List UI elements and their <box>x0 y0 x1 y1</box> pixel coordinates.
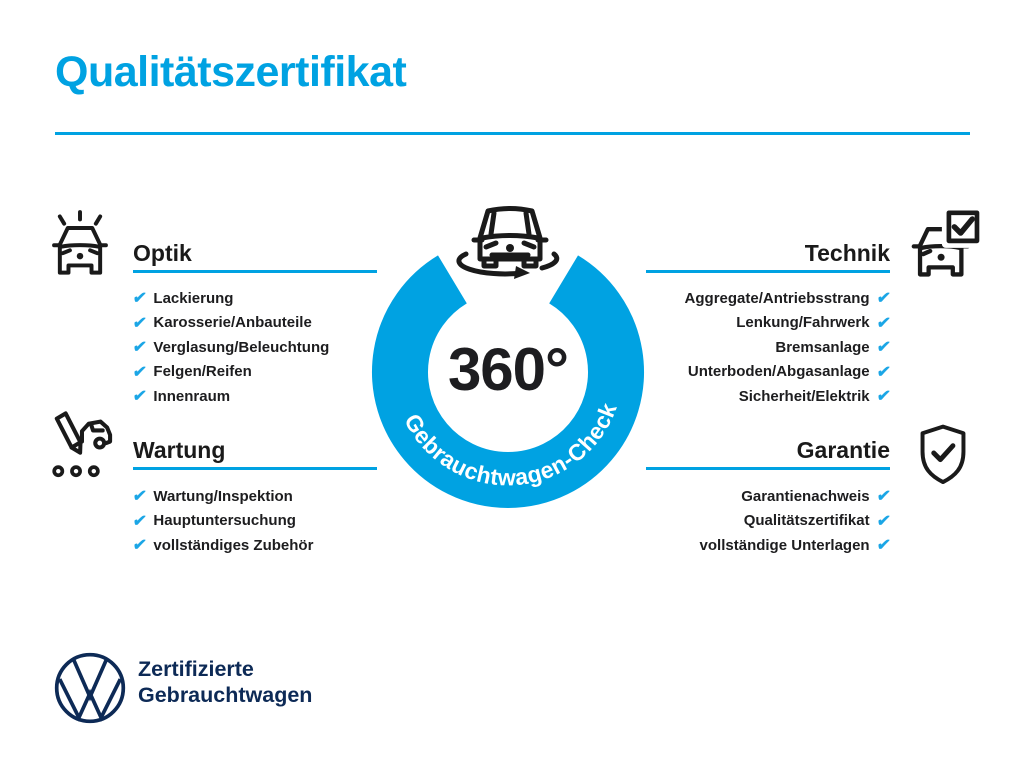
checklist-item <box>133 533 377 558</box>
section-optik <box>133 240 377 273</box>
vw-logo <box>53 651 127 725</box>
checklist-item <box>133 509 377 534</box>
section-technik <box>646 240 890 273</box>
section-technik-heading: Technik <box>804 240 890 266</box>
checklist-item-label: Innenraum <box>153 387 231 405</box>
checklist-item <box>133 311 377 336</box>
check-icon: ✔ <box>131 388 148 406</box>
section-optik-underline <box>133 270 377 273</box>
check-icon: ✔ <box>131 314 148 332</box>
check-icon: ✔ <box>875 537 892 555</box>
check-icon: ✔ <box>131 363 148 381</box>
checklist-item-label: vollständige Unterlagen <box>699 536 870 554</box>
checklist-item <box>133 286 377 311</box>
brand-line-2: Gebrauchtwagen <box>138 682 313 707</box>
checklist-item <box>133 384 377 409</box>
check-icon: ✔ <box>131 339 148 357</box>
checklist-item-label: vollständiges Zubehör <box>153 536 314 554</box>
checklist-item-label: Aggregate/Antriebsstrang <box>684 289 870 307</box>
car-rotate-icon <box>450 196 572 300</box>
checklist-item-label: Lackierung <box>153 289 234 307</box>
section-garantie-heading: Garantie <box>796 437 890 463</box>
check-icon: ✔ <box>131 290 148 308</box>
section-technik-list <box>646 286 890 409</box>
page-title: Qualitätszertifikat <box>55 48 407 96</box>
checklist-item-label: Garantienachweis <box>741 487 870 505</box>
checklist-item <box>646 360 890 385</box>
check-icon: ✔ <box>131 512 148 530</box>
check-icon: ✔ <box>875 363 892 381</box>
ring-curved-text: Gebrauchtwagen-Check <box>399 398 622 491</box>
check-icon: ✔ <box>875 290 892 308</box>
section-technik-underline <box>646 270 890 273</box>
check-icon: ✔ <box>875 314 892 332</box>
check-icon: ✔ <box>875 388 892 406</box>
section-garantie <box>646 437 890 470</box>
checklist-item-label: Verglasung/Beleuchtung <box>153 338 330 356</box>
checklist-item-label: Hauptuntersuchung <box>153 512 296 530</box>
section-garantie-underline <box>646 467 890 470</box>
section-wartung-list <box>133 484 377 558</box>
section-optik-heading: Optik <box>133 240 192 266</box>
checklist-item-label: Felgen/Reifen <box>153 363 252 381</box>
checklist-item <box>646 335 890 360</box>
degree-360-label: 360° <box>447 336 569 403</box>
car-checkbox-icon <box>906 204 984 284</box>
checklist-item <box>646 384 890 409</box>
header-divider <box>55 132 970 135</box>
brand-text <box>138 657 312 708</box>
service-checklist-icon <box>42 407 116 485</box>
checklist-item <box>646 311 890 336</box>
checklist-item-label: Unterboden/Abgasanlage <box>687 363 870 381</box>
checklist-item <box>646 286 890 311</box>
check-icon: ✔ <box>875 488 892 506</box>
section-optik-list <box>133 286 377 409</box>
checklist-item <box>133 484 377 509</box>
checklist-item <box>646 533 890 558</box>
shield-check-icon <box>910 415 976 495</box>
section-wartung-underline <box>133 467 377 470</box>
checklist-item-label: Lenkung/Fahrwerk <box>736 314 870 332</box>
checklist-item <box>646 484 890 509</box>
checklist-item <box>646 509 890 534</box>
check-icon: ✔ <box>875 339 892 357</box>
brand-line-1: Zertifizierte <box>138 657 254 681</box>
check-icon: ✔ <box>875 512 892 530</box>
checklist-item <box>133 335 377 360</box>
section-wartung-heading: Wartung <box>133 437 226 463</box>
checklist-item-label: Bremsanlage <box>775 338 870 356</box>
checklist-item-label: Wartung/Inspektion <box>153 487 293 505</box>
checklist-item <box>133 360 377 385</box>
check-icon: ✔ <box>131 488 148 506</box>
checklist-item-label: Karosserie/Anbauteile <box>153 314 312 332</box>
car-shine-icon <box>44 204 116 288</box>
section-garantie-list <box>646 484 890 558</box>
checklist-item-label: Qualitätszertifikat <box>743 512 870 530</box>
checklist-item-label: Sicherheit/Elektrik <box>738 387 870 405</box>
check-icon: ✔ <box>131 537 148 555</box>
section-wartung <box>133 437 377 470</box>
